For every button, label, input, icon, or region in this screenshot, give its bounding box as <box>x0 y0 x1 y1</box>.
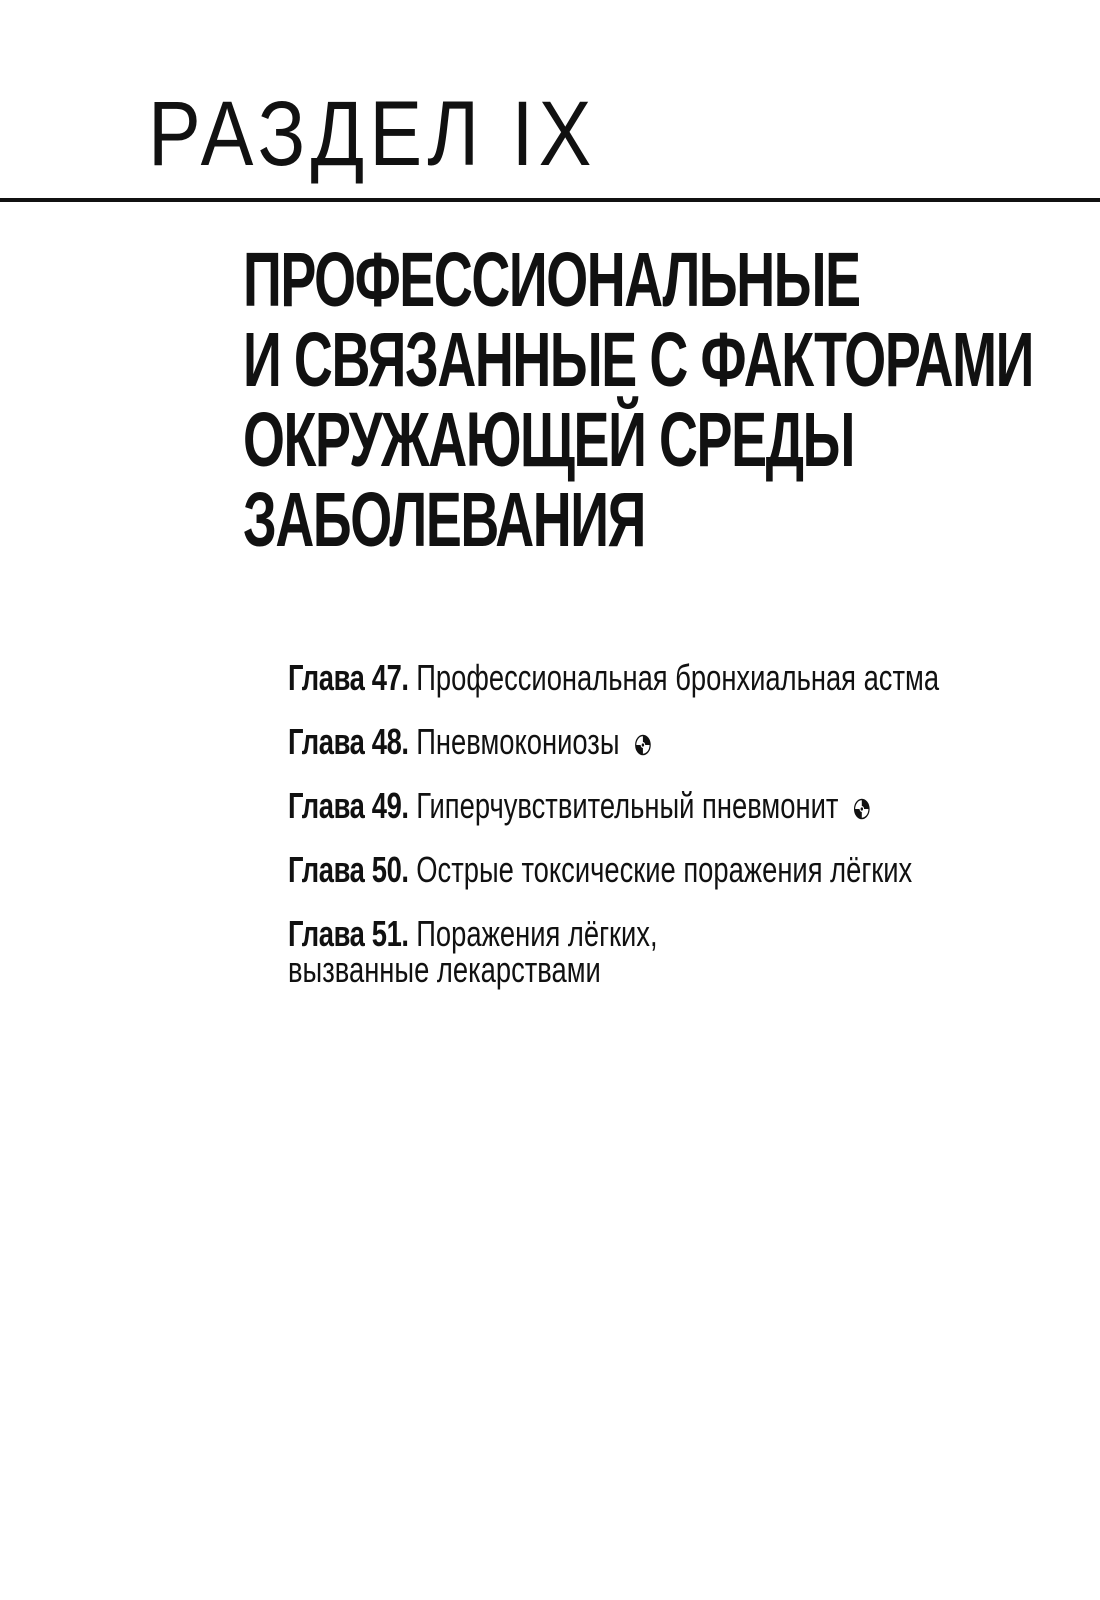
chapter-title: Гиперчувствительный пневмонит <box>416 785 839 826</box>
section-label: РАЗДЕЛ IX <box>148 83 597 185</box>
chapter-title: Острые токсические поражения лёгких <box>416 849 913 890</box>
chapter-entry-48 <box>288 721 939 788</box>
chapter-title: Профессиональная бронхиальная астма <box>416 657 940 698</box>
section-title-line: И СВЯЗАННЫЕ С ФАКТОРАМИ <box>243 317 1034 403</box>
section-title-line: ЗАБОЛЕВАНИЯ <box>243 477 645 563</box>
chapter-title: Поражения лёгких, <box>416 913 658 954</box>
chapter-list <box>288 657 1100 990</box>
chapter-entry-51 <box>288 913 939 990</box>
section-title-line: ПРОФЕССИОНАЛЬНЫЕ <box>243 237 860 323</box>
chapter-number: Глава 50. <box>288 849 409 890</box>
chapter-number: Глава 51. <box>288 913 409 954</box>
chapter-entry-50 <box>288 849 939 916</box>
chapter-title: Пневмокониозы <box>416 721 620 762</box>
section-divider <box>0 198 1100 202</box>
chapter-entry-49 <box>288 785 939 852</box>
section-title-line: ОКРУЖАЮЩЕЙ СРЕДЫ <box>243 397 855 483</box>
chapter-entry-47 <box>288 657 940 724</box>
section-title <box>243 237 1034 563</box>
chapter-number: Глава 49. <box>288 785 409 826</box>
cd-disc-icon <box>635 734 652 756</box>
chapter-number: Глава 47. <box>288 657 409 698</box>
chapter-number: Глава 48. <box>288 721 409 762</box>
chapter-title-continuation: вызванные лекарствами <box>288 949 601 990</box>
cd-disc-icon <box>854 798 871 820</box>
